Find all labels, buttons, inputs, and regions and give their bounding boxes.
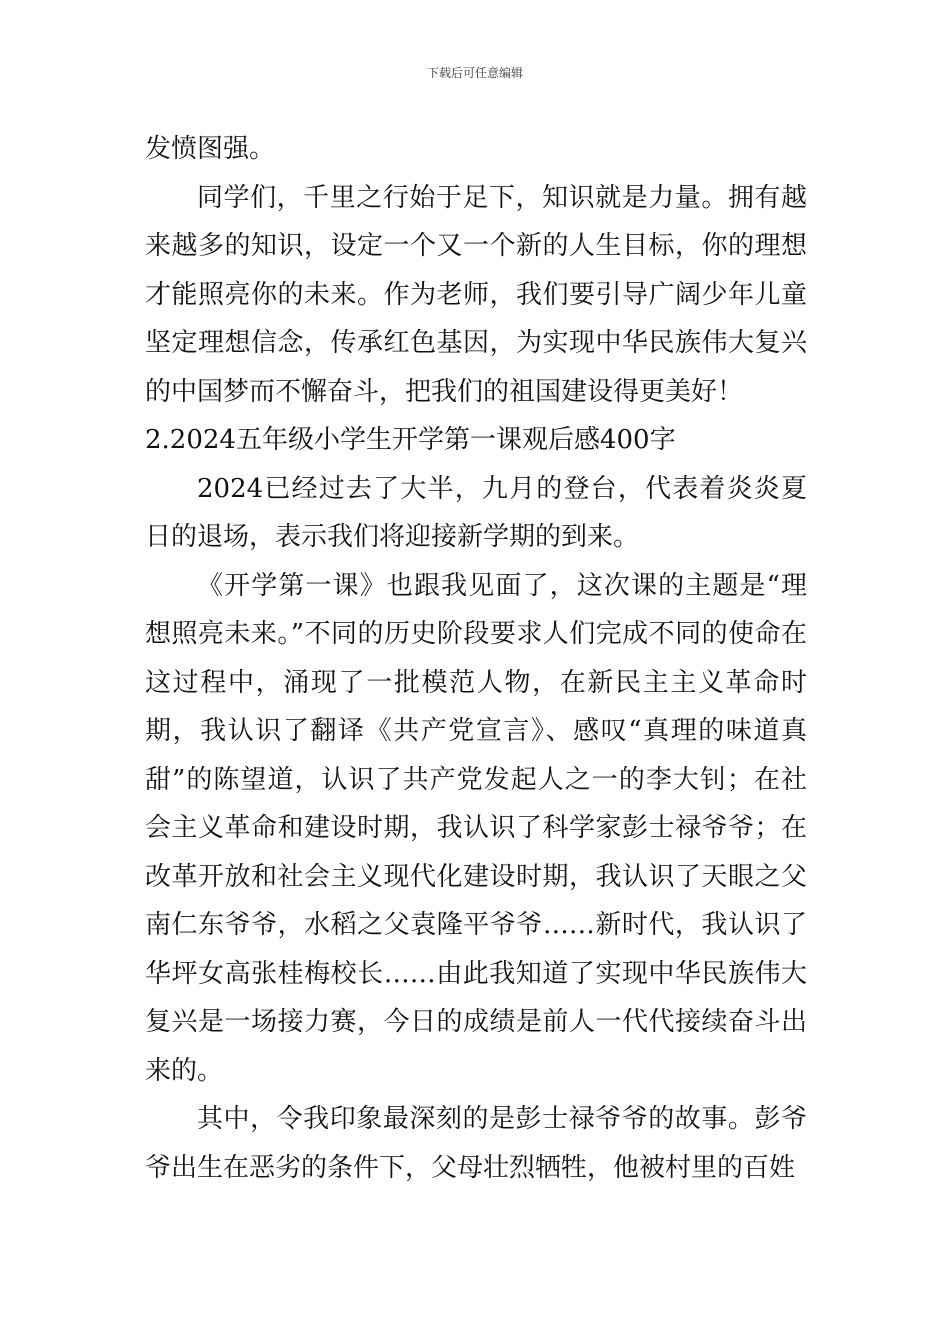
paragraph-peng-shilu: 其中，令我印象最深刻的是彭士禄爷爷的故事。彭爷爷出生在恶劣的条件下，父母壮烈牺牲，他被村里的百姓: [145, 1104, 807, 1183]
paragraph-intro: 2024已经过去了大半，九月的登台，代表着炎炎夏日的退场，表示我们将迎接新学期的到来。: [145, 473, 807, 552]
paragraph-students-address: 同学们，千里之行始于足下，知识就是力量。拥有越来越多的知识，设定一个又一个新的人生目标，你的理想才能照亮你的未来。作为老师，我们要引导广阔少年儿童坚定理想信念，传承红色基因，为实现中华民族伟大复兴的中国梦而不懈奋斗，把我们的祖国建设得更美好！: [145, 182, 807, 407]
page-header: 下载后可任意编辑: [426, 66, 523, 80]
paragraph-closing-fragment: 发愤图强。: [145, 134, 276, 164]
section-heading: 2.2024五年级小学生开学第一课观后感400字: [145, 425, 676, 455]
document-body: [145, 125, 807, 1192]
paragraph-lesson-theme: 《开学第一课》也跟我见面了，这次课的主题是“理想照亮未来。”不同的历史阶段要求人们完成不同的使命在这过程中，涌现了一批模范人物，在新民主主义革命时期，我认识了翻译《共产党宣言》、感叹“真理的味道真甜”的陈望道，认识了共产党发起人之一的李大钊；在社会主义革命和建设时期，我认识了科学家彭士禄爷爷；在改革开放和社会主义现代化建设时期，我认识了天眼之父南仁东爷爷，水稻之父袁隆平爷爷……新时代，我认识了华坪女高张桂梅校长……由此我知道了实现中华民族伟大复兴是一场接力赛，今日的成绩是前人一代代接续奋斗出来的。: [145, 570, 807, 1086]
